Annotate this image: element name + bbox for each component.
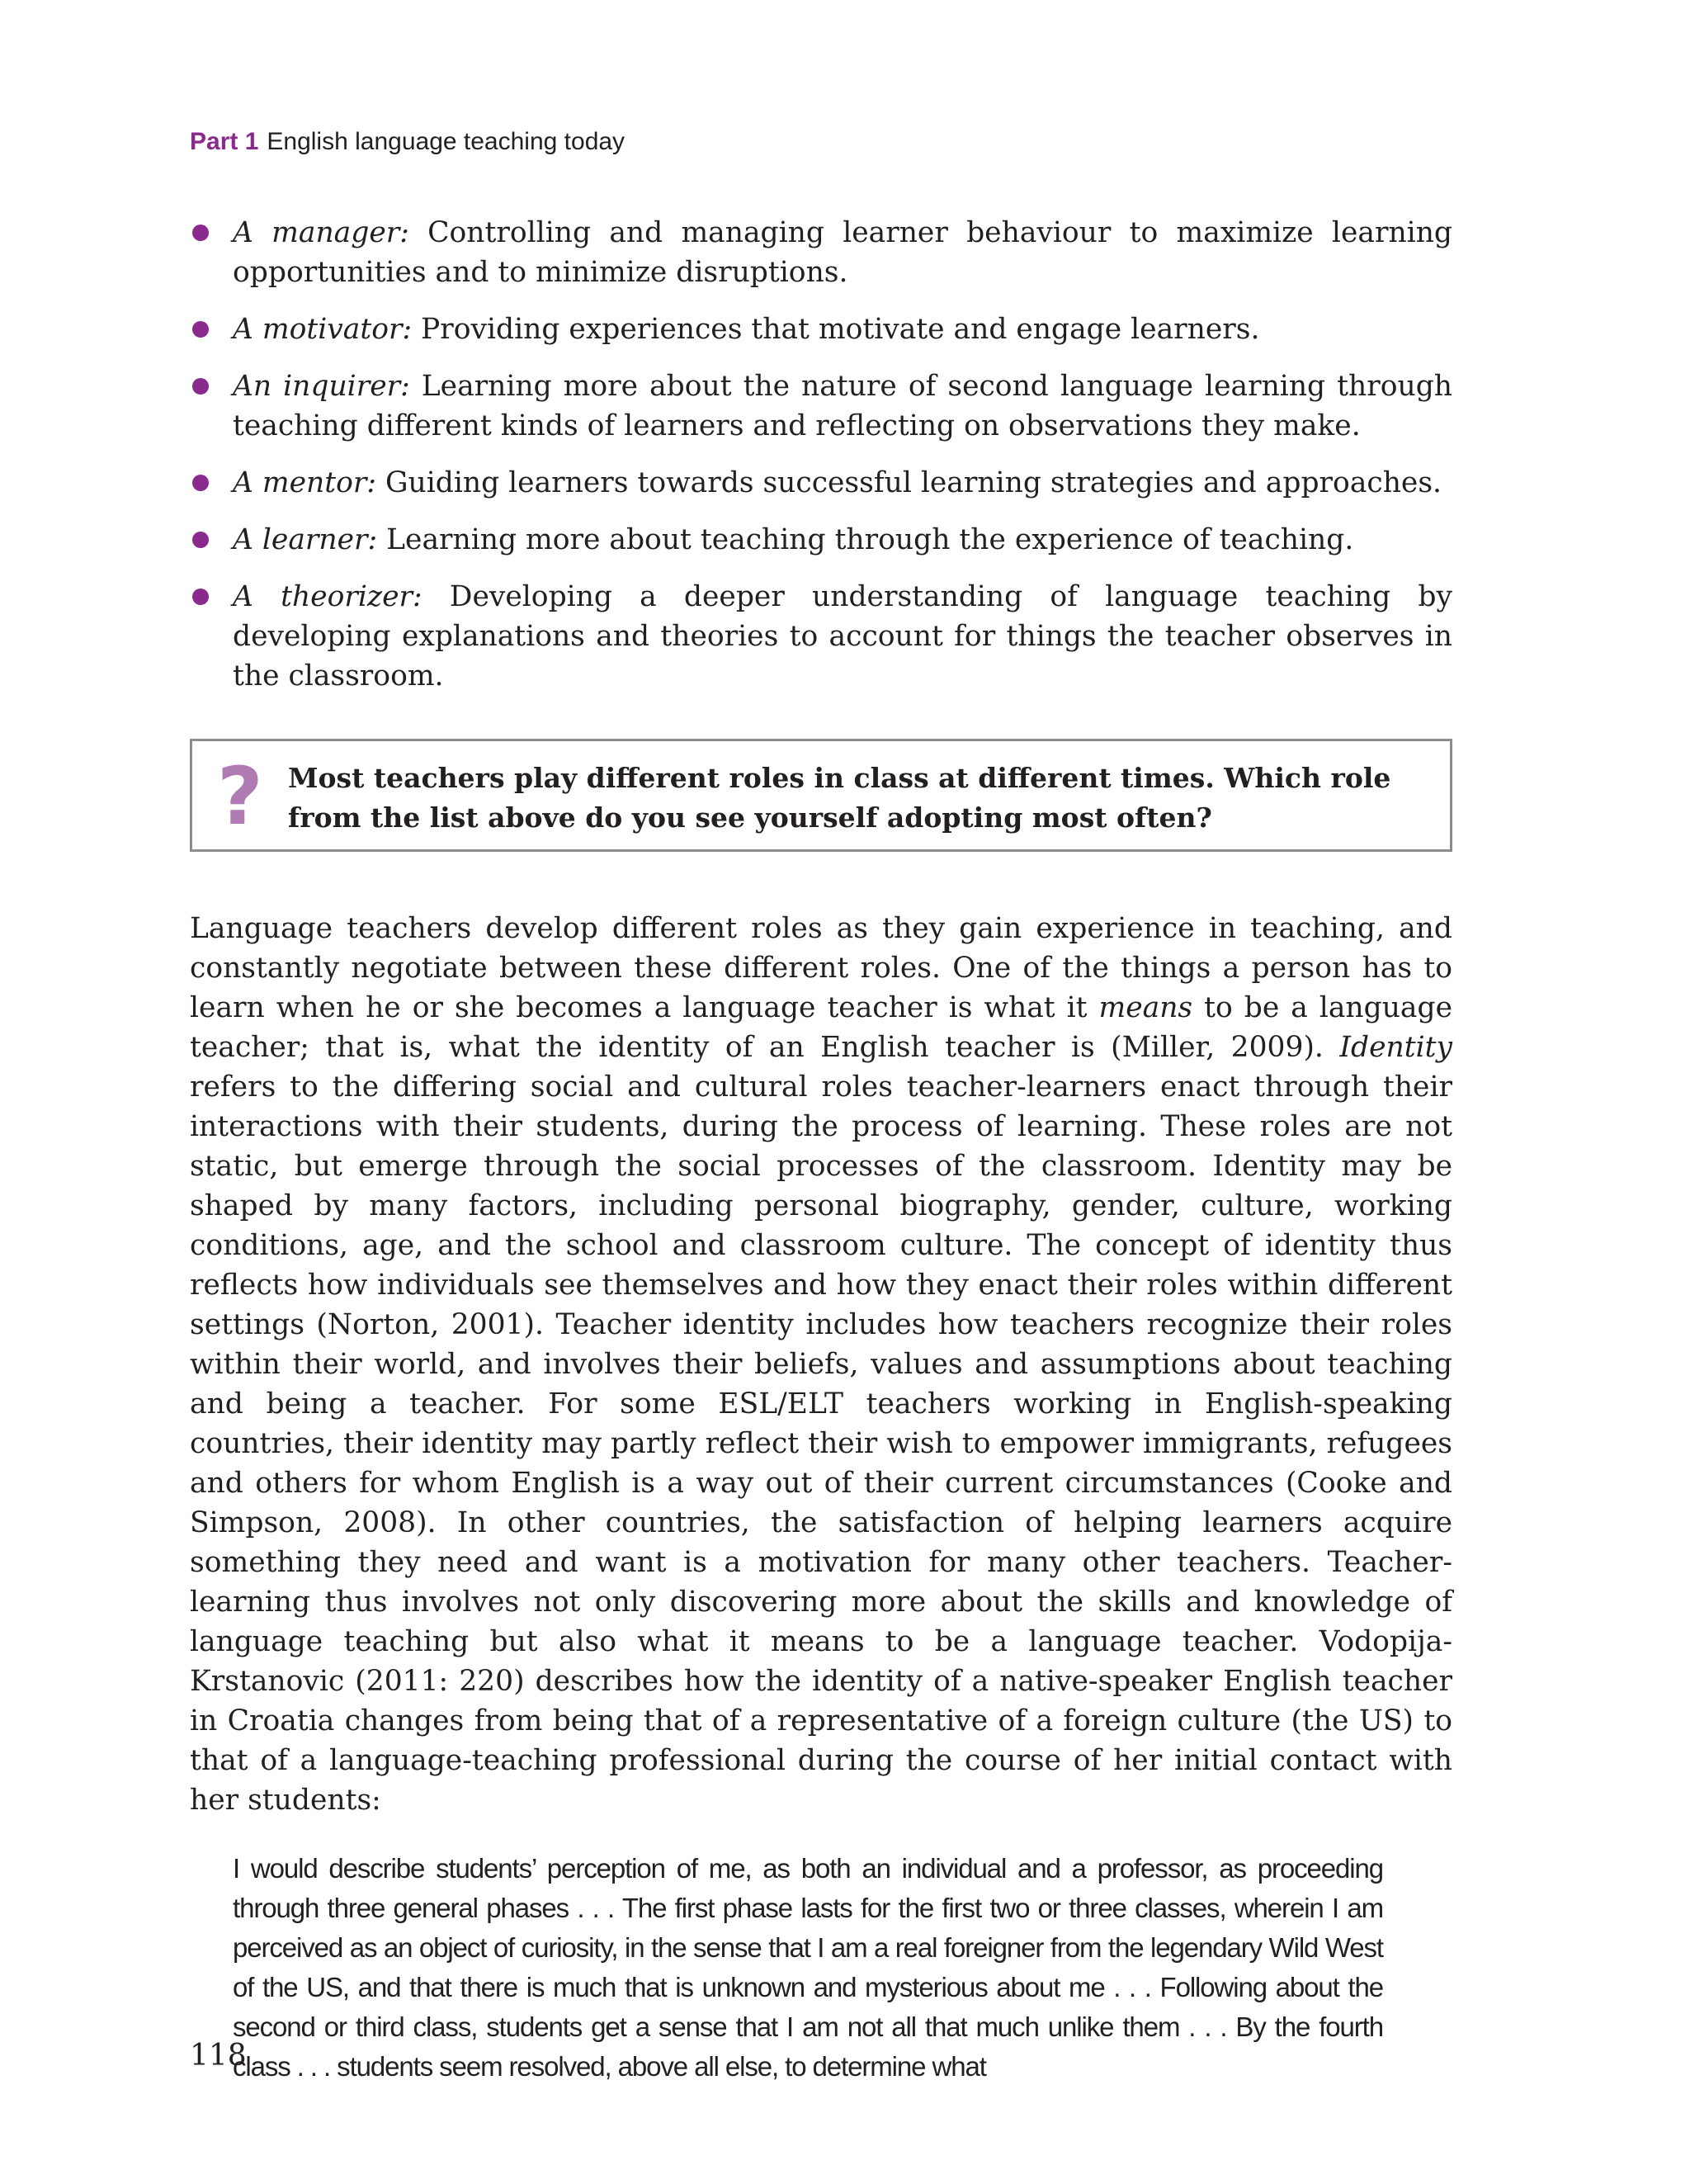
roles-list <box>190 213 1452 696</box>
body-text-part-3: refers to the differing social and cultural roles teacher-learners enact through their interactions with their students, during the process of learning. These roles are not static, but emerge through the social processes of the classroom. Identity may be shaped by many factors, including personal biography, gender, culture, working conditions, age, and the school and classroom culture. The concept of identity thus reflects how individuals see themselves and how they enact their roles within different settings (Norton, 2001). Teacher identity includes how teachers recognize their roles within their world, and involves their beliefs, values and assumptions about teaching and being a teacher. For some ESL/ELT teachers working in English-speaking countries, their identity may partly reflect their wish to empower immigrants, refugees and others for whom English is a way out of their current circumstances (Cooke and Simpson, 2008). In other countries, the satisfaction of helping learners acquire something they need and want is a motivation for many other teachers. Teacher-learning thus involves not only discovering more about the skills and knowledge of language teaching but also what it means to be a language teacher. Vodopija-Krstanovic (2011: 220) describes how the identity of a native-speaker English teacher in Croatia changes from being that of a representative of a foreign culture (the US) to that of a language-teaching professional during the course of her initial contact with her students: <box>190 1071 1452 1817</box>
page-number: 118 <box>190 2039 247 2073</box>
role-term: A theorizer: <box>233 580 422 613</box>
block-quote: I would describe students’ perception of me, as both an individual and a professor, as proceeding through three general phases . . . The first phase lasts for the first two or three classes, wherein I am perceived as an object of curiosity, in the sense that I am a real foreigner from the legendary Wild West of the US, and that there is much that is unknown and mysterious about me . . . Following about the second or third class, students get a sense that I am not all that much unlike them . . . By the fourth class . . . students seem resolved, above all else, to determine what <box>233 1852 1383 2082</box>
bullet-icon <box>192 321 209 338</box>
running-head <box>190 128 625 156</box>
role-description: Developing a deeper understanding of language teaching by developing explanations and theories to account for things the teacher observes in the classroom. <box>233 580 1452 693</box>
body-text-part-2: to be a language teacher; that is, what the identity of an English teacher is (Miller, 2009). <box>190 991 1452 1064</box>
role-term: A learner: <box>233 523 378 556</box>
body-paragraph <box>190 909 1452 1820</box>
emphasis-identity: Identity <box>1339 1031 1452 1064</box>
role-term: A mentor: <box>233 466 376 499</box>
running-head-title: English language teaching today <box>267 128 625 155</box>
role-description: Providing experiences that motivate and engage learners. <box>412 313 1260 346</box>
list-item <box>190 577 1452 696</box>
running-head-part: Part 1 <box>190 128 259 155</box>
bullet-icon <box>192 532 209 548</box>
list-item <box>190 366 1452 446</box>
page-content <box>190 213 1452 2087</box>
bullet-icon <box>192 378 209 395</box>
bullet-icon <box>192 225 209 241</box>
role-term: A manager: <box>233 216 409 249</box>
reflection-question-box <box>190 739 1452 852</box>
reflection-question-text: Most teachers play different roles in class at different times. Which role from the list above do you see yourself adopting most often? <box>288 762 1391 834</box>
list-item <box>190 463 1452 503</box>
list-item <box>190 520 1452 560</box>
role-description: Learning more about the nature of second language learning through teaching different kinds of learners and reflecting on observations they make. <box>233 370 1452 442</box>
question-mark-icon: ? <box>217 750 263 843</box>
role-description: Guiding learners towards successful learning strategies and approaches. <box>375 466 1442 499</box>
role-description: Learning more about teaching through the experience of teaching. <box>377 523 1354 556</box>
list-item <box>190 213 1452 292</box>
emphasis-means: means <box>1098 991 1193 1024</box>
role-term: An inquirer: <box>233 370 410 403</box>
bullet-icon <box>192 475 209 491</box>
bullet-icon <box>192 589 209 605</box>
role-term: A motivator: <box>233 313 413 346</box>
list-item <box>190 310 1452 349</box>
body-text-part-1: Language teachers develop different roles as they gain experience in teaching, and constantly negotiate between these different roles. One of the things a person has to learn when he or she becomes a language teacher is what it <box>190 912 1452 1024</box>
role-description: Controlling and managing learner behaviour to maximize learning opportunities and to minimize disruptions. <box>233 216 1452 289</box>
